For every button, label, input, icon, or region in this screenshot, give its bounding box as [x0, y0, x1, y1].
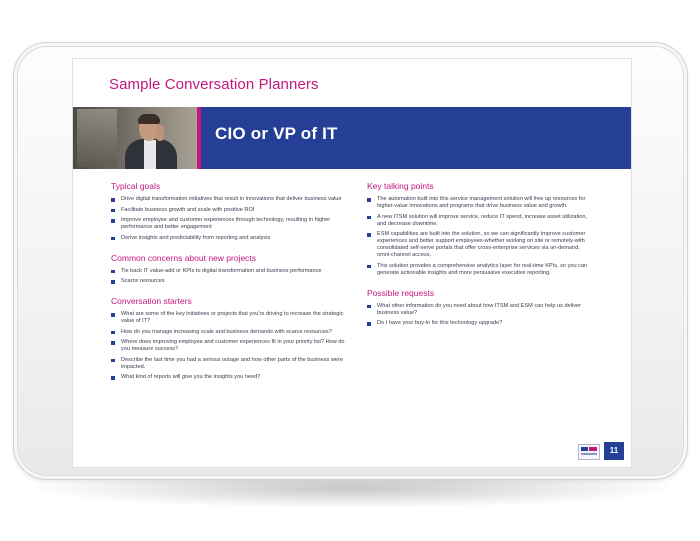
list-item: What kind of reports will give you the insights you need? — [111, 374, 351, 381]
list-item: This solution provides a comprehensive analytics layer for real-time KPIs, so you can generate actionable insights and more persuasive executive reporting. — [367, 263, 593, 277]
list-item: Describe the last time you had a serious outage and how other parts of the business were impacted. — [111, 357, 351, 371]
bullet-icon — [111, 198, 115, 202]
section-heading-common-concerns: Common concerns about new projects — [111, 252, 257, 263]
list-item: How do you manage increasing scale and business demands with scarce resources? — [111, 329, 351, 336]
brand-logo-icon — [578, 444, 600, 460]
list-item: Improve employee and customer experiences through technology, resulting in higher performance and better engagement — [111, 217, 351, 231]
list-item: What other information do you need about how ITSM and ESM can help us deliver business value? — [367, 303, 593, 317]
list-item: A new ITSM solution will improve service, reduce IT spend, increase asset utilization, and decrease downtime. — [367, 214, 593, 228]
bullet-icon — [111, 359, 115, 363]
section-heading-possible-requests: Possible requests — [367, 287, 435, 298]
bullet-icon — [367, 265, 371, 269]
bullet-icon — [367, 198, 371, 202]
section-heading-typical-goals: Typical goals — [111, 181, 161, 191]
document-page — [72, 58, 632, 468]
bullet-icon — [111, 209, 115, 213]
bullet-icon — [367, 322, 371, 326]
left-column — [111, 181, 351, 385]
header-banner — [73, 107, 631, 169]
bullet-icon — [111, 376, 115, 380]
common-concerns-list — [111, 268, 351, 286]
page-number-badge: 11 — [604, 442, 624, 460]
list-item: The automation built into this service management solution will free up resources for higher-value innovations and programs that drive business value and growth. — [367, 196, 593, 210]
list-item: Scarce resources — [111, 278, 351, 285]
bullet-icon — [367, 216, 371, 220]
list-item: Tie back IT value-add or KPIs to digital transformation and business performance — [111, 268, 351, 275]
bullet-icon — [367, 305, 371, 309]
bullet-icon — [111, 270, 115, 274]
possible-requests-list — [367, 303, 593, 328]
section-heading-conversation-starters: Conversation starters — [111, 296, 192, 306]
list-item: Where does improving employee and customer experiences fit in your priority list? How do you measure success? — [111, 339, 351, 353]
bullet-icon — [111, 331, 115, 335]
right-column — [367, 181, 593, 331]
list-item: Drive digital transformation initiatives that result in innovations that deliver business value — [111, 196, 351, 203]
bullet-icon — [111, 237, 115, 241]
conversation-starters-list — [111, 311, 351, 381]
bullet-icon — [111, 280, 115, 284]
person-on-phone-photo — [73, 107, 197, 169]
key-talking-points-list — [367, 196, 593, 277]
bullet-icon — [111, 313, 115, 317]
banner-title: CIO or VP of IT — [215, 124, 338, 143]
banner-title-block — [197, 107, 631, 169]
bullet-icon — [111, 341, 115, 345]
list-item: Derive insights and predictability from reporting and analysis — [111, 235, 351, 242]
typical-goals-list — [111, 196, 351, 242]
list-item: What are some of the key initiatives or projects that you're driving to increase the strategic value of IT? — [111, 311, 351, 325]
bullet-icon — [111, 219, 115, 223]
bullet-icon — [367, 233, 371, 237]
list-item: Facilitate business growth and scale with positive ROI — [111, 207, 351, 214]
page-title: Sample Conversation Planners — [109, 76, 319, 93]
list-item: Do I have your buy-in for this technology upgrade? — [367, 320, 593, 327]
list-item: ESM capabilities are built into the solution, so we can significantly improve customer experiences and better support employees-whether working on site or remotely-with consolidated self-serve portals that offer cross-enterprise services via on-demand, omni-channel access. — [367, 231, 593, 259]
section-heading-key-talking-points: Key talking points — [367, 181, 434, 191]
